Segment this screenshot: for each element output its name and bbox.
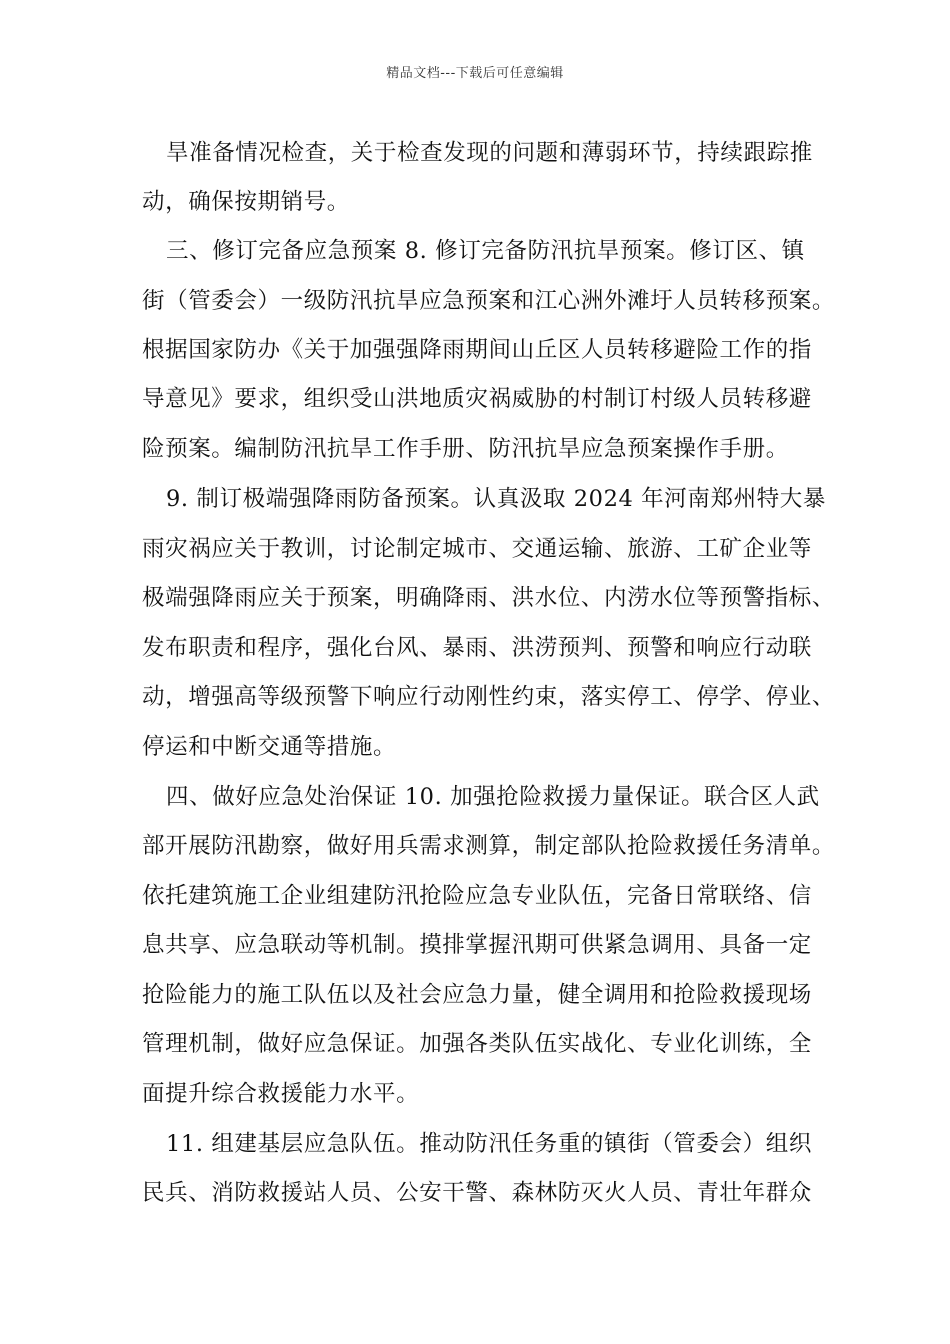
text-line: 9. 制订极端强降雨防备预案。认真汲取 2024 年河南郑州特大暴 — [166, 486, 826, 512]
page-header: 精品文档---下载后可任意编辑 — [386, 66, 564, 81]
text-line: 部开展防汛勘察，做好用兵需求测算，制定部队抢险救援任务清单。 — [142, 833, 836, 859]
text-line: 管理机制，做好应急保证。加强各类队伍实战化、专业化训练，全 — [142, 1031, 812, 1057]
text-line: 导意见》要求，组织受山洪地质灾祸威胁的村制订村级人员转移避 — [142, 386, 812, 412]
text-line: 根据国家防办《关于加强强降雨期间山丘区人员转移避险工作的指 — [142, 337, 812, 363]
text-line: 面提升综合救援能力水平。 — [142, 1081, 420, 1107]
text-line: 极端强降雨应关于预案，明确降雨、洪水位、内涝水位等预警指标、 — [142, 585, 836, 611]
text-line: 11. 组建基层应急队伍。推动防汛任务重的镇街（管委会）组织 — [166, 1131, 812, 1157]
text-line: 三、修订完备应急预案 8. 修订完备防汛抗旱预案。修订区、镇 — [166, 238, 805, 264]
text-line: 停运和中断交通等措施。 — [142, 734, 397, 760]
text-line: 依托建筑施工企业组建防汛抢险应急专业队伍，完备日常联络、信 — [142, 883, 812, 909]
text-line: 民兵、消防救援站人员、公安干警、森林防灭火人员、青壮年群众 — [142, 1180, 812, 1206]
text-line: 雨灾祸应关于教训，讨论制定城市、交通运输、旅游、工矿企业等 — [142, 536, 812, 562]
text-line: 抢险能力的施工队伍以及社会应急力量，健全调用和抢险救援现场 — [142, 982, 812, 1008]
text-line: 息共享、应急联动等机制。摸排掌握汛期可供紧急调用、具备一定 — [142, 932, 812, 958]
text-line: 动，增强高等级预警下响应行动刚性约束，落实停工、停学、停业、 — [142, 684, 836, 710]
text-line: 街（管委会）一级防汛抗旱应急预案和江心洲外滩圩人员转移预案。 — [142, 288, 836, 314]
text-line: 险预案。编制防汛抗旱工作手册、防汛抗旱应急预案操作手册。 — [142, 436, 789, 462]
text-line: 动，确保按期销号。 — [142, 189, 350, 215]
text-line: 旱准备情况检查，关于检查发现的问题和薄弱环节，持续跟踪推 — [166, 140, 813, 166]
text-line: 四、做好应急处治保证 10. 加强抢险救援力量保证。联合区人武 — [166, 784, 820, 810]
text-line: 发布职责和程序，强化台风、暴雨、洪涝预判、预警和响应行动联 — [142, 635, 812, 661]
